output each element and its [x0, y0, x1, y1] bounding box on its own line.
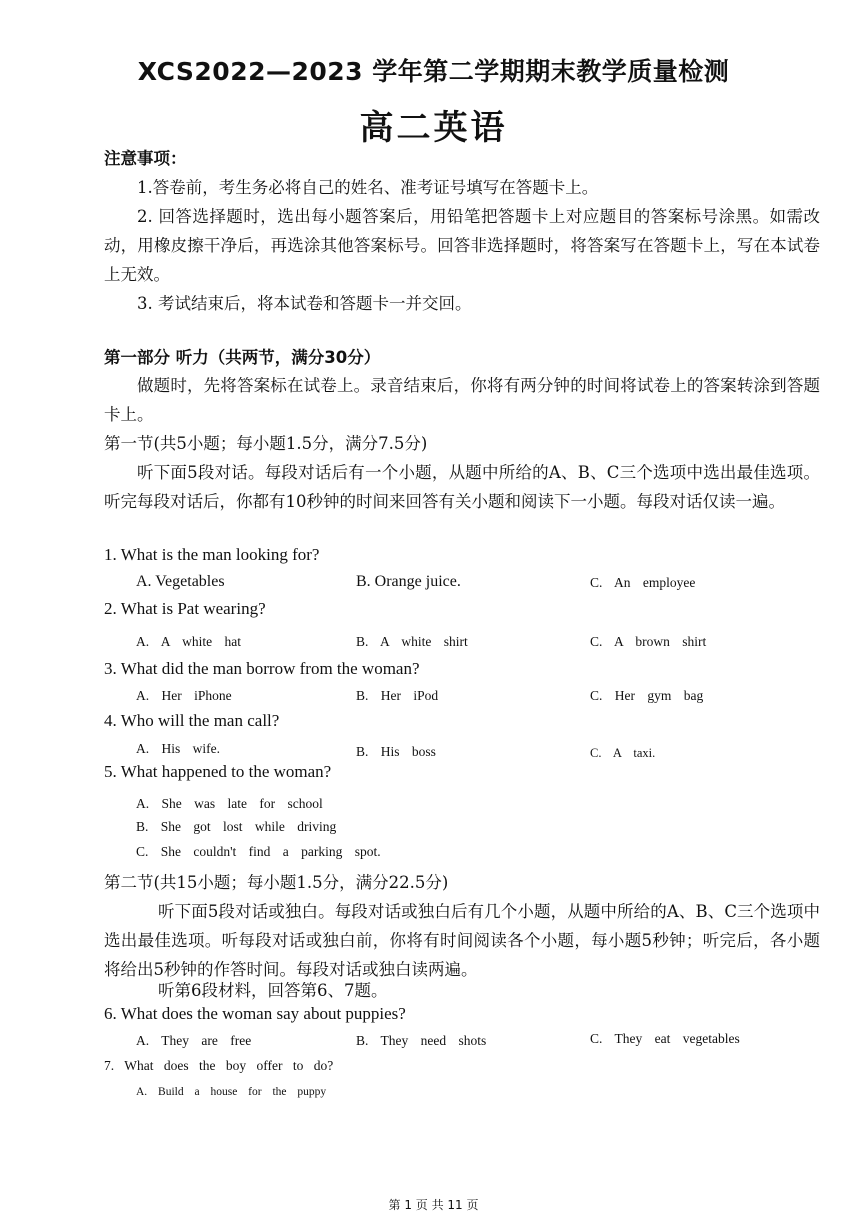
question-stem: 2. What is Pat wearing?: [104, 599, 266, 618]
notice-heading: 注意事项：: [104, 149, 187, 168]
option-a: A. Vegetables: [136, 573, 225, 590]
option-a: A. A white hat: [136, 634, 241, 649]
question-stem: 1. What is the man looking for?: [104, 545, 320, 564]
option-b: B. She got lost while driving: [136, 819, 337, 834]
option-a: A. Her iPhone: [136, 688, 232, 703]
option-a: A. She was late for school: [136, 796, 323, 811]
option-c: C. They eat vegetables: [590, 1031, 740, 1046]
option-b: B. Orange juice.: [356, 573, 461, 590]
option-c: C. An employee: [590, 575, 696, 590]
section1-instruction: 听下面5段对话。每段对话后有一个小题，从题中所给的A、B、C三个选项中选出最佳选项。听完每段对话后，你都有10秒钟的时间来回答有关小题和阅读下一小题。每段对话仅读一遍。: [104, 463, 820, 511]
part1-heading: 第一部分 听力（共两节，满分30分）: [104, 348, 381, 367]
option-b: B. His boss: [356, 744, 436, 759]
part1-instruction: 做题时，先将答案标在试卷上。录音结束后，你将有两分钟的时间将试卷上的答案转涂到答题卡上。: [104, 376, 820, 424]
page-number: 第 1 页 共 11 页: [388, 1198, 479, 1212]
exam-title: XCS2022—2023 学年第二学期期末教学质量检测: [137, 57, 730, 86]
subject-title: 高二英语: [359, 108, 508, 148]
option-b: B. A white shirt: [356, 634, 468, 649]
option-c: C. She couldn't find a parking spot.: [136, 844, 381, 859]
option-a: A. Build a house for the puppy: [136, 1086, 327, 1098]
question-stem: 7. What does the boy offer to do?: [104, 1058, 334, 1073]
question-stem: 4. Who will the man call?: [104, 711, 280, 730]
section1-heading: 第一节(共5小题；每小题1.5分，满分7.5分): [104, 434, 428, 453]
option-a: A. They are free: [136, 1033, 252, 1048]
option-c: C. A taxi.: [590, 746, 656, 760]
notice-item-3: 3. 考试结束后，将本试卷和答题卡一并交回。: [137, 294, 472, 313]
question-stem: 6. What does the woman say about puppies?: [104, 1004, 406, 1023]
option-b: B. Her iPod: [356, 688, 439, 703]
option-c: C. A brown shirt: [590, 634, 707, 649]
section2-heading: 第二节(共15小题；每小题1.5分，满分22.5分): [104, 873, 449, 892]
option-b: B. They need shots: [356, 1033, 487, 1048]
question-stem: 5. What happened to the woman?: [104, 762, 332, 781]
section2-instruction: 听下面5段对话或独白。每段对话或独白后有几个小题，从题中所给的A、B、C三个选项中选出最佳选项。听每段对话或独白前，你将有时间阅读各个小题，每小题5秒钟；听完后，各小题将给出5秒钟的作答时间。每段对话或独白读两遍。: [104, 902, 820, 979]
option-a: A. His wife.: [136, 741, 220, 756]
question-stem: 3. What did the man borrow from the woman?: [104, 659, 420, 678]
option-c: C. Her gym bag: [590, 688, 704, 703]
notice-item-2: 2. 回答选择题时，选出每小题答案后，用铅笔把答题卡上对应题目的答案标号涂黑。如需改动，用橡皮擦干净后，再选涂其他答案标号。回答非选择题时，将答案写在答题卡上，写在本试卷上无效。: [104, 207, 820, 284]
notice-item-1: 1.答卷前，考生务必将自己的姓名、准考证号填写在答题卡上。: [137, 178, 599, 197]
material-6-note: 听第6段材料，回答第6、7题。: [158, 981, 388, 1000]
